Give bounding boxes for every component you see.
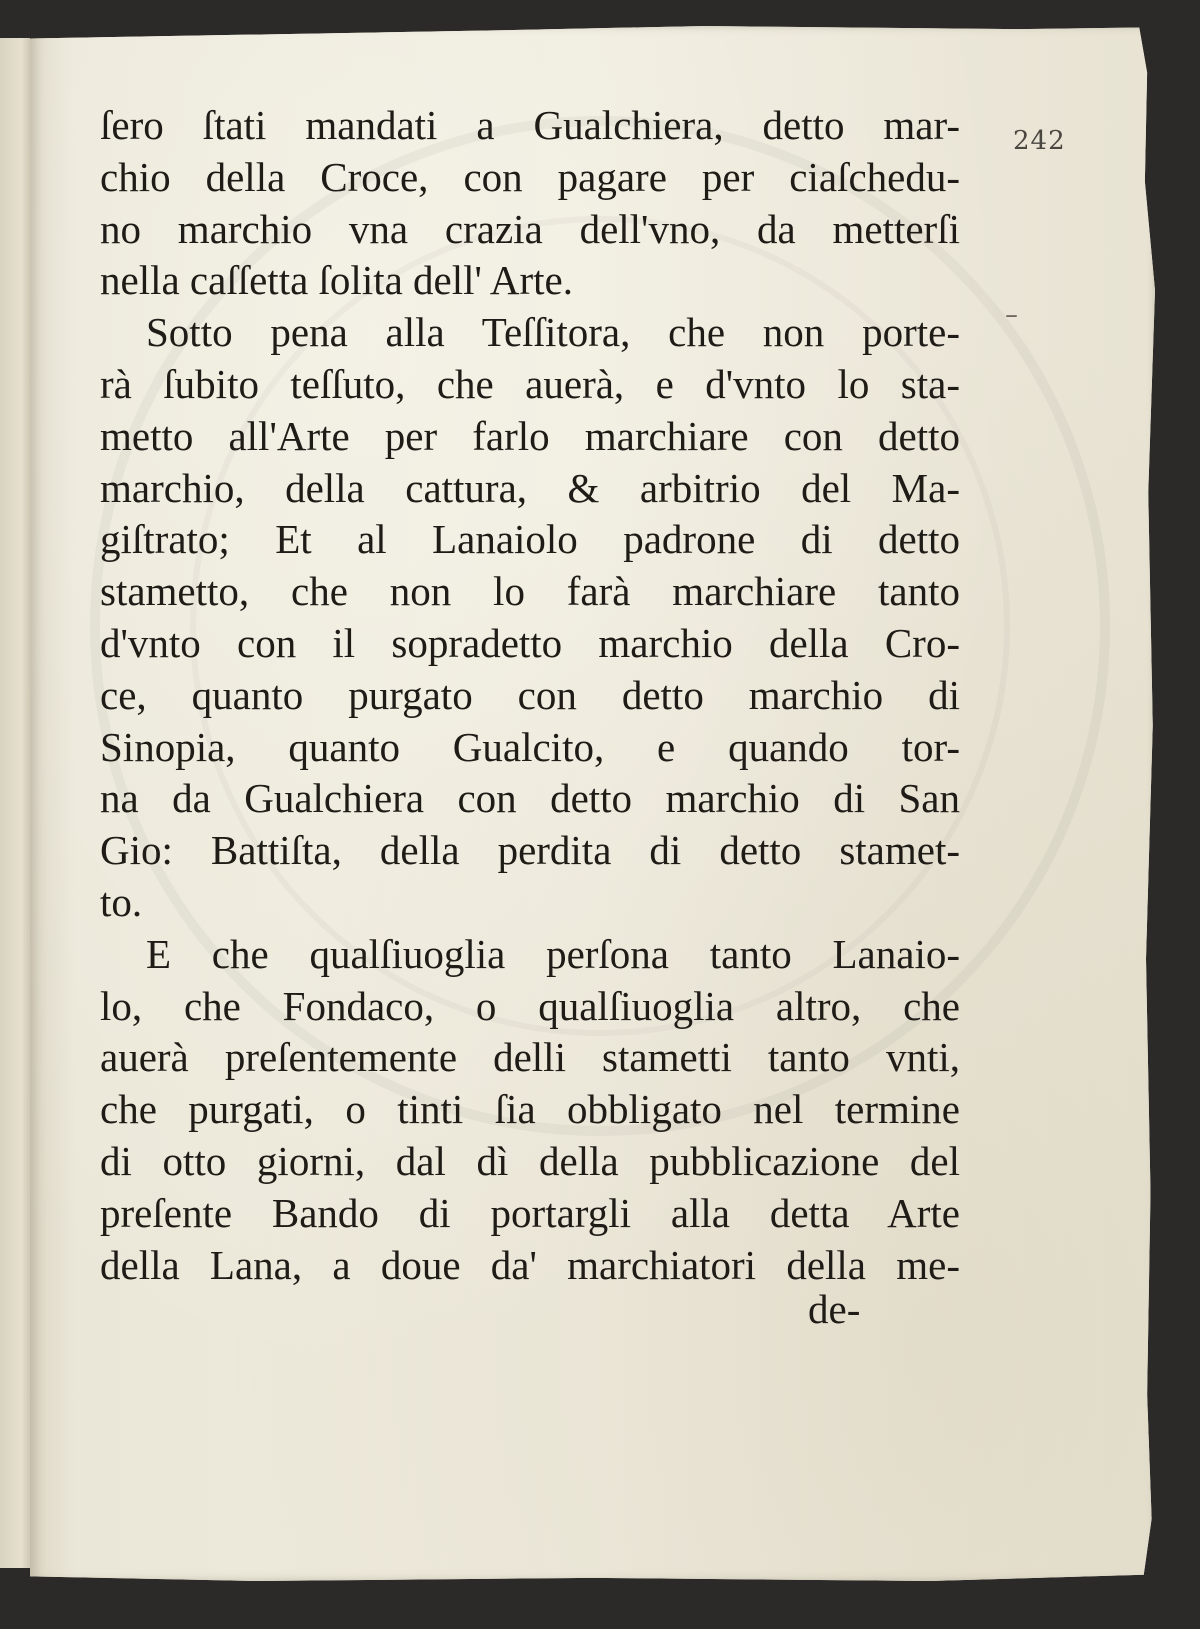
catchword: de- — [808, 1286, 861, 1332]
facing-page-edge — [0, 38, 30, 1568]
text-line: auerà preſentemente delli stametti tanto vnti, — [100, 1034, 960, 1081]
text-line: di otto giorni, dal dì della pubblicazione del — [100, 1137, 960, 1184]
text-line: Sotto pena alla Teſſitora, che non porte- — [146, 309, 960, 356]
text-line: stametto, che non lo farà marchiare tanto — [100, 568, 960, 615]
text-line: preſente Bando di portargli alla detta Arte — [100, 1189, 960, 1236]
page-number: 242 — [1013, 126, 1066, 156]
text-line: ce, quanto purgato con detto marchio di — [100, 671, 960, 718]
text-line: na da Gualchiera con detto marchio di San — [100, 775, 960, 822]
text-line: chio della Croce, con pagare per ciaſchedu- — [100, 153, 960, 200]
text-line: marchio, della cattura, & arbitrio del Ma- — [100, 464, 960, 511]
text-line: nella caſſetta ſolita dell' Arte. — [100, 257, 574, 304]
text-line: Gio: Battiſta, della perdita di detto stamet- — [100, 827, 960, 874]
text-line: metto all'Arte per farlo marchiare con detto — [100, 412, 960, 459]
text-line: della Lana, a doue da' marchiatori della me- — [100, 1241, 960, 1288]
text-line: rà ſubito teſſuto, che auerà, e d'vnto lo sta- — [100, 360, 960, 407]
margin-dash-mark: – — [1005, 300, 1018, 330]
text-line: giſtrato; Et al Lanaiolo padrone di detto — [100, 516, 960, 563]
text-line: to. — [100, 878, 143, 925]
text-line: ſero ſtati mandati a Gualchiera, detto mar- — [100, 102, 960, 148]
text-line: d'vnto con il sopradetto marchio della Cro- — [100, 619, 960, 666]
text-line: no marchio vna crazia dell'vno, da metterſi — [100, 205, 960, 252]
body-text — [100, 100, 960, 1291]
text-line: lo, che Fondaco, o qualſiuoglia altro, che — [100, 982, 960, 1029]
text-line: Sinopia, quanto Gualcito, e quando tor- — [100, 723, 960, 770]
text-line: che purgati, o tinti ſia obbligato nel termine — [100, 1086, 960, 1133]
text-line: E che qualſiuoglia perſona tanto Lanaio- — [146, 930, 960, 977]
